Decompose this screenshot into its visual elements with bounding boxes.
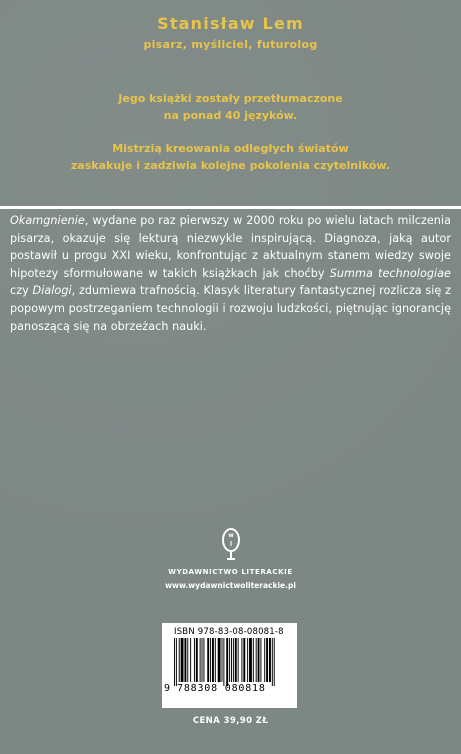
barcode-bar — [184, 638, 186, 682]
description-text: czy — [10, 284, 33, 298]
isbn-number: ISBN 978-83-08-08081-8 — [174, 627, 284, 637]
promo-line: zaskakuje i zadziwia kolejne pokolenia czytelników. — [70, 159, 391, 172]
barcode-bar — [210, 638, 211, 682]
barcode-bar — [247, 638, 248, 682]
barcode-bar — [249, 638, 252, 682]
barcode-bar — [181, 638, 184, 682]
barcode-bar — [238, 638, 239, 682]
barcode-bar — [256, 638, 257, 682]
barcode-bar — [264, 638, 265, 682]
barcode-bar — [226, 638, 228, 686]
barcode-bar — [222, 638, 223, 682]
barcode-bar — [223, 638, 224, 686]
barcode-bar — [272, 638, 273, 686]
description-text: , wydane po raz pierwszy w 2000 roku po wielu latach milczenia pisarza, okazuje się lekturą niezwykle inspirującą. Diagnoza, jaką autor postawił u progu XXI wieku, konfrontując z aktualnym stanem wiedzy swoje hipotezy sformułowane w takich książkach jak choćby — [10, 214, 451, 280]
barcode-bar — [218, 638, 221, 682]
description-text: , zdumiewa trafnością. Klasyk literatury fantastycznej rozlicza się z popowym postrzeganiem technologii i rozwoju ludzkości, piętnując ignorancję panoszącą się na obrzeżach nauki. — [10, 284, 452, 333]
svg-text:w: w — [228, 532, 234, 539]
barcode-bar — [174, 638, 175, 686]
publisher-name: WYDAWNICTWO LITERACKIE — [168, 568, 293, 576]
barcode-bar — [203, 638, 204, 682]
barcode-bar — [241, 638, 242, 682]
book-reference: Dialogi — [32, 284, 72, 298]
barcode-bar — [202, 638, 203, 682]
barcode-bar — [229, 638, 230, 682]
promo-line: na ponad 40 języków. — [163, 109, 298, 122]
book-description — [10, 212, 451, 335]
barcode-bar — [212, 638, 214, 682]
barcode-bar — [190, 638, 191, 682]
barcode-bar — [266, 638, 268, 682]
barcode-bar — [176, 638, 177, 686]
barcode-bar — [187, 638, 188, 682]
book-reference: Summa technologiae — [329, 266, 451, 280]
ean-digits: 788308 080818 — [177, 683, 266, 694]
barcode-bar — [235, 638, 237, 682]
wl-logo-icon — [221, 527, 241, 561]
barcode-bar — [200, 638, 201, 682]
ean-first-digit: 9 — [164, 683, 171, 694]
barcode-bar — [207, 638, 209, 682]
barcode-bar — [194, 638, 195, 682]
barcode-bar — [179, 638, 180, 682]
barcode-bar — [215, 638, 216, 682]
barcode-bar — [274, 638, 275, 686]
promo-worlds — [0, 140, 461, 174]
price-label: CENA 39,90 ZŁ — [192, 716, 269, 726]
promo-line: Mistrzią kreowania odległych światów — [112, 142, 349, 155]
barcode-bar — [243, 638, 245, 682]
barcode-bar — [260, 638, 261, 682]
svg-text:l: l — [229, 541, 233, 548]
barcode-bar — [196, 638, 198, 682]
barcode-bars — [174, 638, 288, 686]
publisher-website: www.wydawnictwoliterackie.pl — [165, 581, 296, 590]
divider-line — [0, 206, 461, 209]
barcode-bar — [258, 638, 260, 682]
isbn-barcode — [162, 623, 297, 708]
barcode-bar — [269, 638, 271, 682]
barcode-bar — [233, 638, 234, 682]
book-title: Okamgnienie — [10, 214, 85, 227]
barcode-bar — [253, 638, 254, 682]
promo-translations — [0, 90, 461, 124]
author-tagline: pisarz, myśliciel, futurolog — [143, 38, 318, 51]
author-name: Stanisław Lem — [157, 14, 304, 33]
promo-line: Jego książki zostały przetłumaczone — [118, 92, 343, 105]
barcode-bar — [231, 638, 232, 682]
